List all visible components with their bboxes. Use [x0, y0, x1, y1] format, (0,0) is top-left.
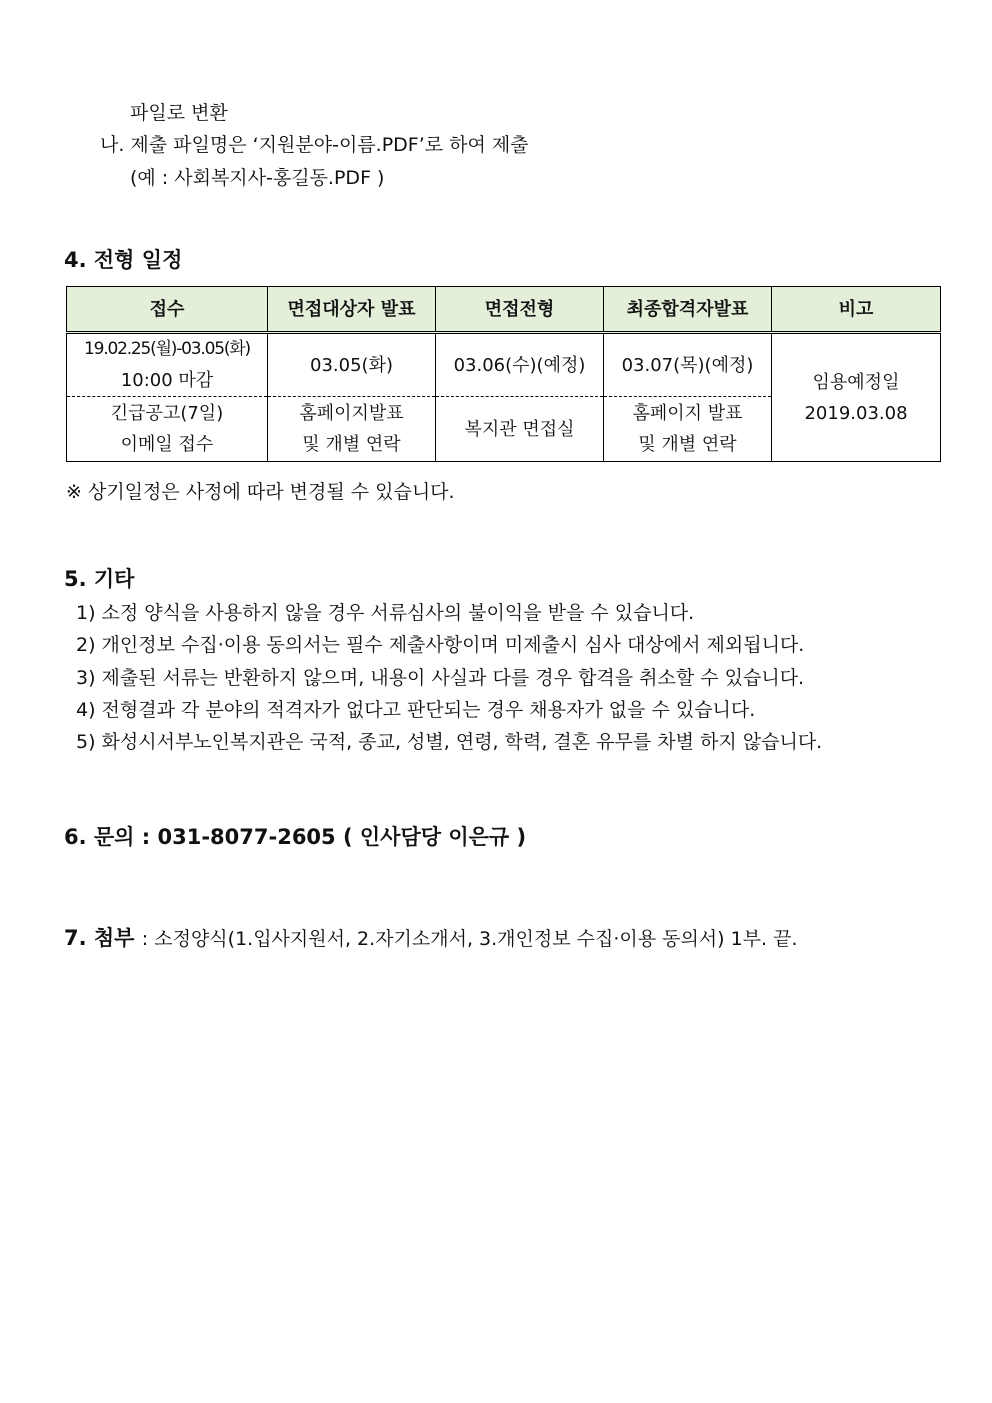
- remark-date: 2019.03.08: [804, 402, 908, 424]
- etc-item-2: 2) 개인정보 수집·이용 동의서는 필수 제출사항이며 미제출시 심사 대상에서 제외됩니다.: [76, 634, 805, 656]
- attachment-label: 7. 첨부: [64, 926, 135, 950]
- submission-line-2: 나. 제출 파일명은 ‘지원분야-이름.PDF’로 하여 제출: [100, 134, 529, 156]
- cell-interview-place: 복지관 면접실: [436, 397, 604, 462]
- cell-receipt-regular: [67, 333, 268, 397]
- attachment-text: : 소정양식(1.입사지원서, 2.자기소개서, 3.개인정보 수집·이용 동의서) 1부. 끝.: [141, 928, 798, 950]
- schedule-note: ※ 상기일정은 사정에 따라 변경될 수 있습니다.: [66, 481, 455, 503]
- email-receipt: 이메일 접수: [120, 434, 214, 455]
- cell-interview-notice-date: 03.05(화): [268, 333, 436, 397]
- section-5-title: 5. 기타: [64, 567, 135, 591]
- schedule-row-1: [67, 333, 941, 397]
- submission-line-1: 파일로 변환: [130, 102, 228, 124]
- header-final-notice: 최종합격자발표: [604, 287, 772, 333]
- section-6-contact: 6. 문의 : 031-8077-2605 ( 인사담당 이은규 ): [64, 825, 527, 849]
- schedule-header-row: [67, 287, 941, 333]
- homepage-notice: 홈페이지발표: [299, 403, 404, 424]
- etc-item-5: 5) 화성시서부노인복지관은 국적, 종교, 성별, 연령, 학력, 결혼 유무를 차별 하지 않습니다.: [76, 731, 823, 753]
- header-interview-notice: 면접대상자 발표: [268, 287, 436, 333]
- cell-receipt-urgent: [67, 397, 268, 462]
- schedule-table: [66, 286, 941, 462]
- section-4-title: 4. 전형 일정: [64, 248, 183, 272]
- receipt-period: 19.02.25(월)-03.05(화): [84, 339, 250, 359]
- cell-remark: [772, 333, 941, 462]
- cell-final-notice-date: 03.07(목)(예정): [604, 333, 772, 397]
- header-remark: 비고: [772, 287, 941, 333]
- individual-contact: 및 개별 연락: [302, 434, 401, 455]
- final-individual-contact: 및 개별 연락: [638, 434, 737, 455]
- cell-final-notice-method: [604, 397, 772, 462]
- etc-item-4: 4) 전형결과 각 분야의 적격자가 없다고 판단되는 경우 채용자가 없을 수 있습니다.: [76, 699, 756, 721]
- header-interview: 면접전형: [436, 287, 604, 333]
- section-7-attachment: [64, 925, 798, 952]
- remark-label: 임용예정일: [812, 371, 900, 393]
- urgent-notice: 긴급공고(7일): [110, 403, 224, 424]
- receipt-deadline: 10:00 마감: [120, 370, 214, 391]
- submission-line-3: (예 : 사회복지사-홍길동.PDF ): [130, 167, 385, 189]
- etc-item-3: 3) 제출된 서류는 반환하지 않으며, 내용이 사실과 다를 경우 합격을 취소할 수 있습니다.: [76, 667, 805, 689]
- etc-item-1: 1) 소정 양식을 사용하지 않을 경우 서류심사의 불이익을 받을 수 있습니다.: [76, 602, 695, 624]
- final-homepage-notice: 홈페이지 발표: [632, 403, 743, 424]
- header-receipt: 접수: [67, 287, 268, 333]
- cell-interview-notice-method: [268, 397, 436, 462]
- cell-interview-date: 03.06(수)(예정): [436, 333, 604, 397]
